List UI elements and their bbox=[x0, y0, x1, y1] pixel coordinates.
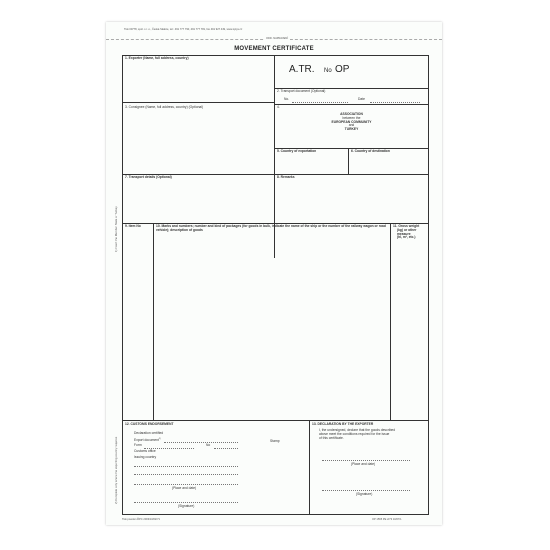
field-gross-weight[interactable]: 11. Gross weight (kg) or other measure (hl, m³, etc.) bbox=[393, 224, 420, 240]
customs-line-1[interactable] bbox=[134, 466, 238, 467]
field-item-no[interactable]: 9. Item No bbox=[125, 224, 141, 228]
exporter-place-date-label: (Place and date) bbox=[351, 462, 376, 466]
customs-place-date-label: (Place and date) bbox=[172, 486, 197, 490]
customs-line-2[interactable] bbox=[134, 474, 238, 475]
field-country-exportation[interactable]: 5. Country of exportation bbox=[277, 149, 317, 153]
issuing-country-label: Issuing country bbox=[134, 455, 157, 459]
field-marks-description[interactable]: 10. Marks and numbers; number and kind of packages (for goods in bulk, indicate the name of the ship or the number of the railway wagon or road vehicle); description of goods bbox=[156, 224, 386, 232]
transport-doc-no-label: No. bbox=[284, 97, 290, 101]
field-transport-document[interactable]: 2. Transport document (Optional) bbox=[277, 89, 326, 93]
perforation-label: ODD. NAPRAVENÍ bbox=[266, 37, 289, 40]
printer-line: Tisk 00778, spol. s r. o., Česká Skalice, tel.: 491 777 790, 491 777 781, fax 491 927 449, www.optys.cz bbox=[124, 28, 243, 31]
customs-form-label: Form bbox=[134, 443, 142, 447]
margin-note-lower: 2) Complete only where the exporting country requires bbox=[114, 436, 118, 504]
number-label: No bbox=[324, 68, 332, 74]
field-transport-details[interactable]: 7. Transport details (Optional) bbox=[125, 175, 172, 179]
footer-left: Tisk povolen ŘPC 2003/10/02/71 bbox=[122, 518, 160, 521]
number-value: OP bbox=[335, 64, 350, 75]
field-remarks[interactable]: 8. Remarks bbox=[277, 175, 295, 179]
footer-right: OP 1565 PE 2/73 10/07/1 bbox=[372, 518, 402, 521]
transport-doc-date-line[interactable] bbox=[370, 102, 420, 103]
field-exporter[interactable]: 1. Exporter (Name, full address, country) bbox=[125, 56, 189, 60]
certificate-sheet bbox=[106, 22, 442, 525]
customs-export-doc-label: Export document$^{2)}$ bbox=[134, 438, 161, 443]
margin-note-upper: 1) Insert the Member State or Turkey bbox=[114, 206, 118, 252]
field-4-number: 4. bbox=[277, 105, 280, 109]
customs-signature-label: (Signature) bbox=[178, 504, 195, 508]
customs-endorsement-title: 12. CUSTOMS ENDORSEMENT bbox=[125, 422, 174, 426]
association-block: ASSOCIATION between the EUROPEAN COMMUNITY and TURKEY bbox=[331, 112, 372, 132]
transport-doc-no-line[interactable] bbox=[292, 102, 348, 103]
form-code: A.TR. bbox=[289, 64, 315, 75]
transport-doc-date-label: Date bbox=[358, 97, 365, 101]
field-consignee[interactable]: 3. Consignee (Name, full address, country) (Optional) bbox=[125, 105, 204, 109]
export-doc-line[interactable] bbox=[164, 442, 238, 443]
customs-no-label: No bbox=[206, 443, 211, 447]
field-country-destination[interactable]: 6. Country of destination bbox=[351, 149, 390, 153]
customs-declaration-label: Declaration certified bbox=[134, 431, 164, 435]
customs-stamp-label: Stamp bbox=[270, 439, 280, 443]
exporter-declaration-text: I, the undersigned, declare that the goods described above meet the conditions required for the issue of this certificate. bbox=[319, 428, 396, 440]
exporter-declaration-title: 13. DECLARATION BY THE EXPORTER bbox=[312, 422, 374, 426]
exporter-signature-line[interactable] bbox=[322, 490, 410, 491]
customs-place-date-line[interactable] bbox=[134, 484, 238, 485]
customs-office-label: Customs office bbox=[134, 449, 156, 453]
customs-no-line[interactable] bbox=[214, 448, 238, 449]
form-title: MOVEMENT CERTIFICATE bbox=[234, 46, 314, 52]
exporter-place-date-line[interactable] bbox=[322, 460, 410, 461]
exporter-signature-label: (Signature) bbox=[356, 492, 373, 496]
customs-signature-line[interactable] bbox=[134, 502, 238, 503]
